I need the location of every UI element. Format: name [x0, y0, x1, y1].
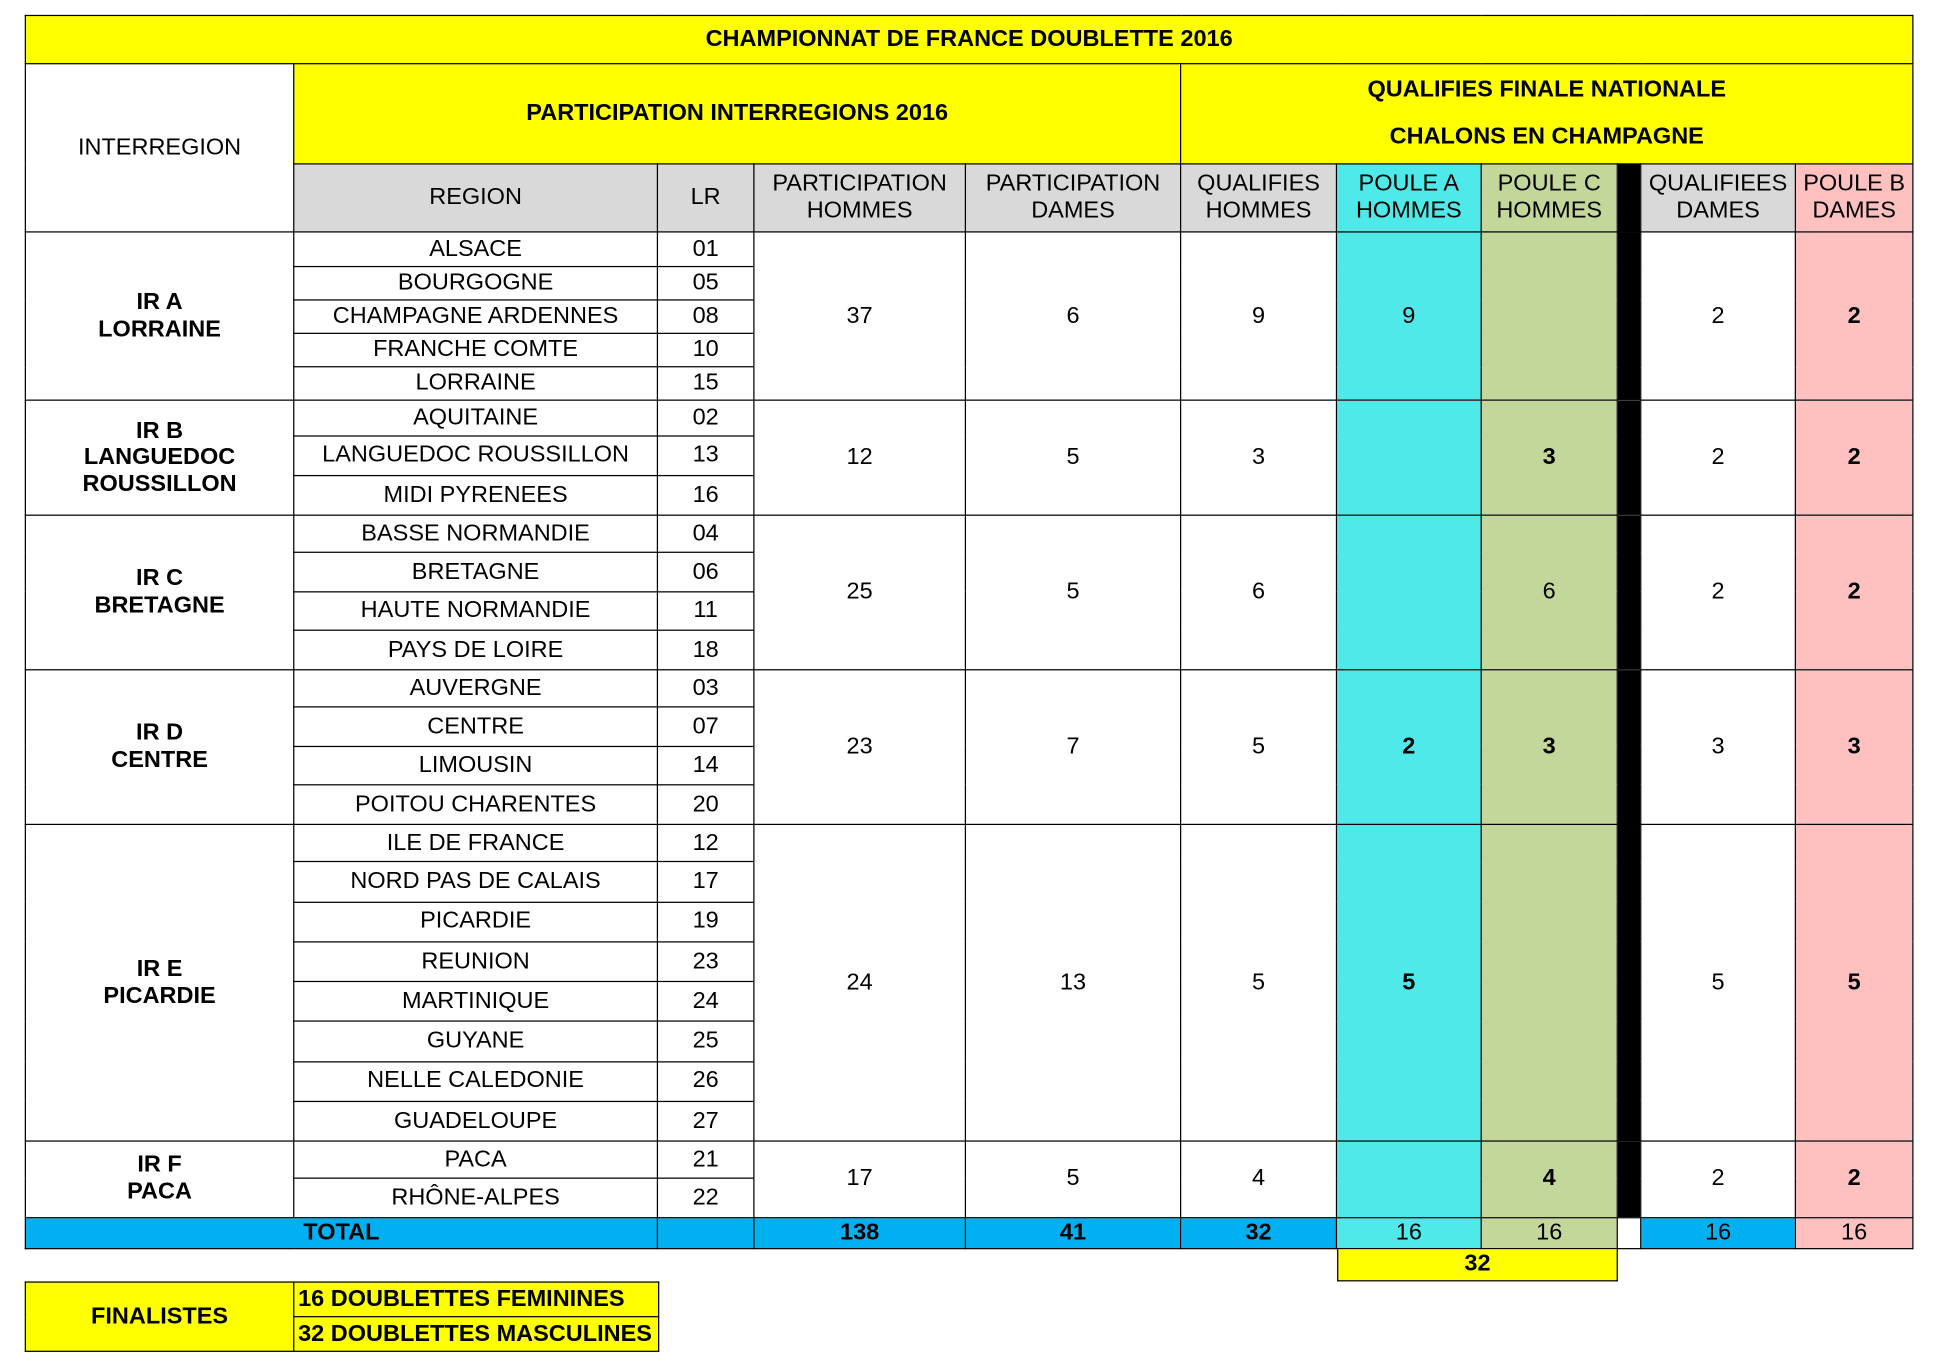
participation-dames: 13: [965, 825, 1180, 1142]
region-lr: 05: [657, 266, 753, 300]
poule-b-dames: 5: [1795, 825, 1913, 1142]
region-lr: 11: [657, 591, 753, 630]
participation-dames: 5: [965, 1141, 1180, 1217]
table-row: [25, 1141, 1913, 1178]
qualifies-hommes: 4: [1181, 1141, 1337, 1217]
header-poule-b: POULE B DAMES: [1795, 164, 1913, 233]
interregion-cell: [25, 1141, 293, 1217]
region-lr: 17: [657, 862, 753, 902]
participation-hommes: 25: [754, 515, 966, 670]
poule-b-dames: 2: [1795, 232, 1913, 400]
interregion-label: BRETAGNE: [94, 592, 225, 619]
region-lr: 01: [657, 232, 753, 266]
table-row: [25, 401, 1913, 436]
region-name: REUNION: [294, 942, 658, 982]
qualifiees-dames: 5: [1641, 825, 1796, 1142]
black-separator: [1617, 401, 1641, 516]
interregion-cell: [25, 515, 293, 670]
region-lr: 22: [657, 1179, 753, 1218]
qualifiees-dames: 2: [1641, 401, 1796, 516]
header-qualifies-line2: CHALONS EN CHAMPAGNE: [1389, 123, 1704, 150]
region-name: LORRAINE: [294, 367, 658, 401]
region-name: NELLE CALEDONIE: [294, 1061, 658, 1101]
region-lr: 02: [657, 401, 753, 436]
total-qualifies-hommes: 32: [1181, 1217, 1337, 1248]
table-row: [25, 515, 1913, 552]
region-name: FRANCHE COMTE: [294, 333, 658, 367]
qualifiees-dames: 2: [1641, 1141, 1796, 1217]
participation-hommes: 37: [754, 232, 966, 400]
region-lr: 16: [657, 475, 753, 515]
region-lr: 23: [657, 942, 753, 982]
interregion-label: IR E: [136, 955, 183, 982]
region-name: POITOU CHARENTES: [294, 785, 658, 825]
poule-a-hommes: 2: [1336, 670, 1481, 825]
poule-ac-sum: 32: [1337, 1249, 1618, 1281]
black-separator: [1617, 232, 1641, 400]
interregion-label: IR D: [136, 720, 184, 747]
qualifies-hommes: 6: [1181, 515, 1337, 670]
region-lr: 24: [657, 982, 753, 1022]
region-lr: 03: [657, 670, 753, 707]
participation-hommes: 24: [754, 825, 966, 1142]
qualifiees-dames: 2: [1641, 515, 1796, 670]
interregion-cell: [25, 401, 293, 516]
participation-dames: 7: [965, 670, 1180, 825]
poule-a-hommes: 5: [1336, 825, 1481, 1142]
table-row: [25, 825, 1913, 862]
region-name: MARTINIQUE: [294, 982, 658, 1022]
interregion-label: IR B: [136, 417, 184, 444]
total-poule-b: 16: [1795, 1217, 1913, 1248]
qualifies-hommes: 5: [1181, 670, 1337, 825]
interregion-label: PICARDIE: [103, 982, 216, 1009]
header-qualifies: [1181, 64, 1913, 164]
total-row: [25, 1217, 1913, 1248]
poule-a-hommes: 9: [1336, 232, 1481, 400]
interregion-label: LANGUEDOC: [83, 444, 236, 471]
region-lr: 13: [657, 436, 753, 476]
interregion-label: IR A: [136, 289, 183, 316]
finalistes-masculines: 32 DOUBLETTES MASCULINES: [294, 1317, 659, 1352]
header-part-hommes: PARTICIPATION HOMMES: [754, 164, 966, 233]
region-name: ILE DE FRANCE: [294, 825, 658, 862]
header-region: REGION: [294, 164, 658, 233]
header-qualifies-line1: QUALIFIES FINALE NATIONALE: [1367, 76, 1727, 103]
region-name: CHAMPAGNE ARDENNES: [294, 300, 658, 334]
region-lr: 15: [657, 367, 753, 401]
total-qualifiees-dames: 16: [1641, 1217, 1796, 1248]
region-name: BRETAGNE: [294, 553, 658, 592]
region-lr: 18: [657, 630, 753, 670]
participation-dames: 5: [965, 515, 1180, 670]
region-lr: 19: [657, 902, 753, 942]
region-name: LANGUEDOC ROUSSILLON: [294, 436, 658, 476]
region-lr: 25: [657, 1021, 753, 1061]
region-lr: 10: [657, 333, 753, 367]
poule-a-hommes: [1336, 401, 1481, 516]
interregion-label: IR C: [136, 565, 184, 592]
table-row: [25, 670, 1913, 707]
participation-hommes: 23: [754, 670, 966, 825]
header-lr: LR: [657, 164, 753, 233]
table-title: CHAMPIONNAT DE FRANCE DOUBLETTE 2016: [25, 15, 1913, 64]
black-separator: [1617, 825, 1641, 1142]
poule-a-hommes: [1336, 515, 1481, 670]
region-lr: 20: [657, 785, 753, 825]
qualifies-hommes: 9: [1181, 232, 1337, 400]
interregion-label: LORRAINE: [98, 316, 221, 343]
interregion-cell: [25, 232, 293, 400]
poule-b-dames: 2: [1795, 1141, 1913, 1217]
total-poule-a: 16: [1336, 1217, 1481, 1248]
region-name: GUYANE: [294, 1021, 658, 1061]
qualifies-hommes: 5: [1181, 825, 1337, 1142]
region-lr: 08: [657, 300, 753, 334]
region-name: AQUITAINE: [294, 401, 658, 436]
finalistes-label: FINALISTES: [25, 1282, 293, 1351]
region-name: NORD PAS DE CALAIS: [294, 862, 658, 902]
region-name: PACA: [294, 1141, 658, 1178]
black-separator: [1617, 1141, 1641, 1217]
region-lr: 06: [657, 553, 753, 592]
black-separator: [1617, 515, 1641, 670]
region-lr: 27: [657, 1101, 753, 1141]
region-lr: 07: [657, 707, 753, 746]
total-separator: [1617, 1217, 1641, 1248]
region-lr: 14: [657, 746, 753, 785]
poule-c-hommes: 3: [1481, 401, 1617, 516]
region-name: GUADELOUPE: [294, 1101, 658, 1141]
poule-c-hommes: 3: [1481, 670, 1617, 825]
participation-hommes: 17: [754, 1141, 966, 1217]
finalistes-feminines: 16 DOUBLETTES FEMININES: [294, 1282, 659, 1317]
region-name: LIMOUSIN: [294, 746, 658, 785]
poule-c-hommes: 6: [1481, 515, 1617, 670]
header-poule-a: POULE A HOMMES: [1336, 164, 1481, 233]
total-poule-c: 16: [1481, 1217, 1617, 1248]
region-lr: 04: [657, 515, 753, 552]
region-lr: 26: [657, 1061, 753, 1101]
qualifies-hommes: 3: [1181, 401, 1337, 516]
interregion-label: IR F: [137, 1152, 182, 1179]
region-lr: 12: [657, 825, 753, 862]
region-name: PAYS DE LOIRE: [294, 630, 658, 670]
region-name: MIDI PYRENEES: [294, 475, 658, 515]
interregion-label: ROUSSILLON: [82, 471, 237, 498]
qualifiees-dames: 3: [1641, 670, 1796, 825]
participation-dames: 6: [965, 232, 1180, 400]
header-qual-hommes: QUALIFIES HOMMES: [1181, 164, 1337, 233]
header-interregion: INTERREGION: [25, 64, 293, 232]
region-name: CENTRE: [294, 707, 658, 746]
finalistes-table: [25, 1281, 660, 1352]
table-row: [25, 232, 1913, 266]
header-qual-dames: QUALIFIEES DAMES: [1641, 164, 1796, 233]
poule-b-dames: 2: [1795, 515, 1913, 670]
poule-b-dames: 3: [1795, 670, 1913, 825]
interregion-label: CENTRE: [111, 747, 208, 774]
region-name: HAUTE NORMANDIE: [294, 591, 658, 630]
interregion-cell: [25, 670, 293, 825]
black-separator: [1617, 164, 1641, 233]
region-name: AUVERGNE: [294, 670, 658, 707]
region-name: PICARDIE: [294, 902, 658, 942]
results-table: [25, 15, 1914, 1249]
total-lr-blank: [657, 1217, 753, 1248]
poule-b-dames: 2: [1795, 401, 1913, 516]
total-participation-hommes: 138: [754, 1217, 966, 1248]
poule-a-hommes: [1336, 1141, 1481, 1217]
region-name: BOURGOGNE: [294, 266, 658, 300]
header-participation: PARTICIPATION INTERREGIONS 2016: [294, 64, 1181, 164]
region-name: ALSACE: [294, 232, 658, 266]
poule-c-hommes: [1481, 232, 1617, 400]
poule-c-hommes: 4: [1481, 1141, 1617, 1217]
qualifiees-dames: 2: [1641, 232, 1796, 400]
header-part-dames: PARTICIPATION DAMES: [965, 164, 1180, 233]
black-separator: [1617, 670, 1641, 825]
header-poule-c: POULE C HOMMES: [1481, 164, 1617, 233]
interregion-cell: [25, 825, 293, 1142]
total-label: TOTAL: [25, 1217, 657, 1248]
participation-hommes: 12: [754, 401, 966, 516]
participation-dames: 5: [965, 401, 1180, 516]
region-name: RHÔNE-ALPES: [294, 1179, 658, 1218]
region-lr: 21: [657, 1141, 753, 1178]
interregion-label: PACA: [127, 1179, 192, 1206]
region-name: BASSE NORMANDIE: [294, 515, 658, 552]
poule-c-hommes: [1481, 825, 1617, 1142]
total-participation-dames: 41: [965, 1217, 1180, 1248]
